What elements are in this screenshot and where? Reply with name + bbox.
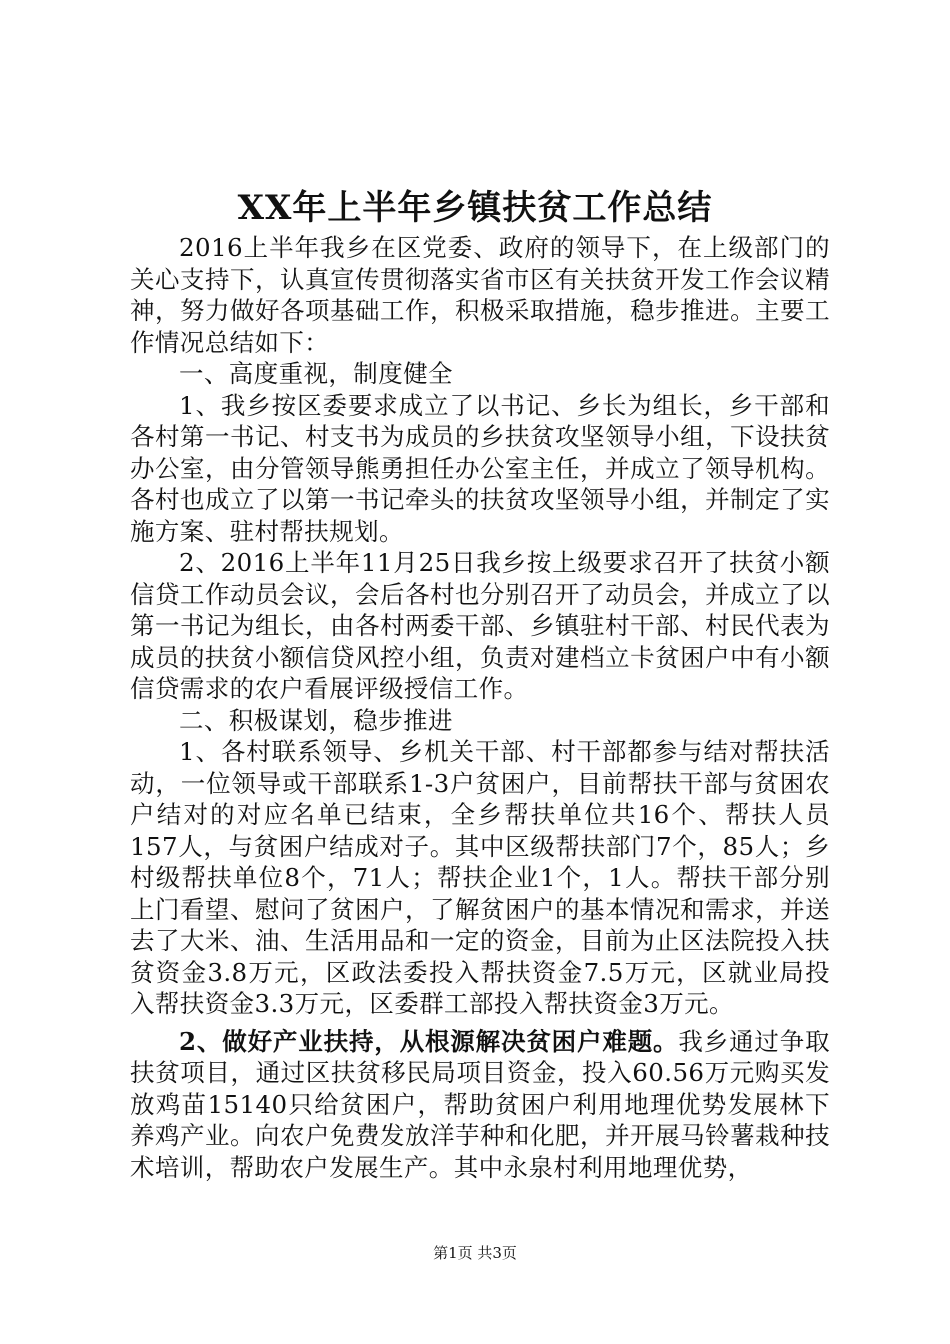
section-heading-2: 二、积极谋划，稳步推进	[179, 705, 453, 735]
section1-paragraph-1-rest: 各村也成立了以第一书记牵头的扶贫攻坚领导小组，并制定了实施方案、驻村帮扶规划。	[130, 485, 830, 546]
section1-paragraph-2: 2、2016上半年11月25日我乡按上级要求召开了扶贫小额信贷工作动员会议，会后各村也分别召开了动员会，并成立了以第一书记为组长，由各村两委干部、乡镇驻村干部、村民代表为成员的扶贫小额信贷风控小组，负责对建档立卡贫困户中有小额信贷需求的农户看展评级授信工作。	[130, 548, 830, 703]
section2-paragraph-2-lead: 2、做好产业扶持，从根源解决贫困户难题。	[179, 1026, 679, 1056]
section1-paragraph-1	[130, 390, 830, 548]
page-number-footer: 第1页 共3页	[433, 1244, 517, 1262]
document-body	[130, 232, 830, 1183]
section2-paragraph-1-rest: 其中区级帮扶部门7个，85人；乡村级帮扶单位8个，71人；帮扶企业1个，1人。帮扶干部分别上门看望、慰问了贫困户，了解贫困户的基本情况和需求，并送去了大米、油、生活用品和一定的资金，目前为止区法院投入扶贫资金3.8万元，区政法委投入帮扶资金7.5万元，区就业局投入帮扶资金3.3万元，区委群工部投入帮扶资金3万元。	[130, 831, 830, 1018]
section-heading-1: 一、高度重视，制度健全	[179, 359, 453, 388]
section1-paragraph-1-lead: 1、我乡按区委要求成立了以书记、乡长为组长，乡干部和各村第一书记、村支书为成员的乡扶贫攻坚领导小组，下设扶贫办公室，由分管领导熊勇担任办公室主任，并成立了领导机构。	[130, 390, 830, 483]
section2-paragraph-1	[130, 736, 830, 1020]
section2-paragraph-2-rest: 我乡通过争取扶贫项目，通过区扶贫移民局项目资金，投入60.56万元购买发放鸡苗15140只给贫困户，帮助贫困户利用地理优势发展林下养鸡产业。向农户免费发放洋芋种和化肥，并开展马铃薯栽种技术培训，帮助农户发展生产。其中永泉村利用地理优势，	[130, 1026, 830, 1182]
document-title: XX年上半年乡镇扶贫工作总结	[237, 188, 713, 228]
section2-paragraph-1-lead: 1、各村联系领导、乡机关干部、村干部都参与结对帮扶活动，一位领导或干部联系1-3户贫困户，目前帮扶干部与贫困农户结对的对应名单已结束，全乡帮扶单位共16个、帮扶人员157人，与贫困户结成对子。	[130, 737, 830, 861]
intro-paragraph: 2016上半年我乡在区党委、政府的领导下，在上级部门的关心支持下，认真宣传贯彻落实省市区有关扶贫开发工作会议精神，努力做好各项基础工作，积极采取措施，稳步推进。主要工作情况总结如下：	[130, 233, 830, 357]
section2-paragraph-2	[130, 1026, 830, 1184]
